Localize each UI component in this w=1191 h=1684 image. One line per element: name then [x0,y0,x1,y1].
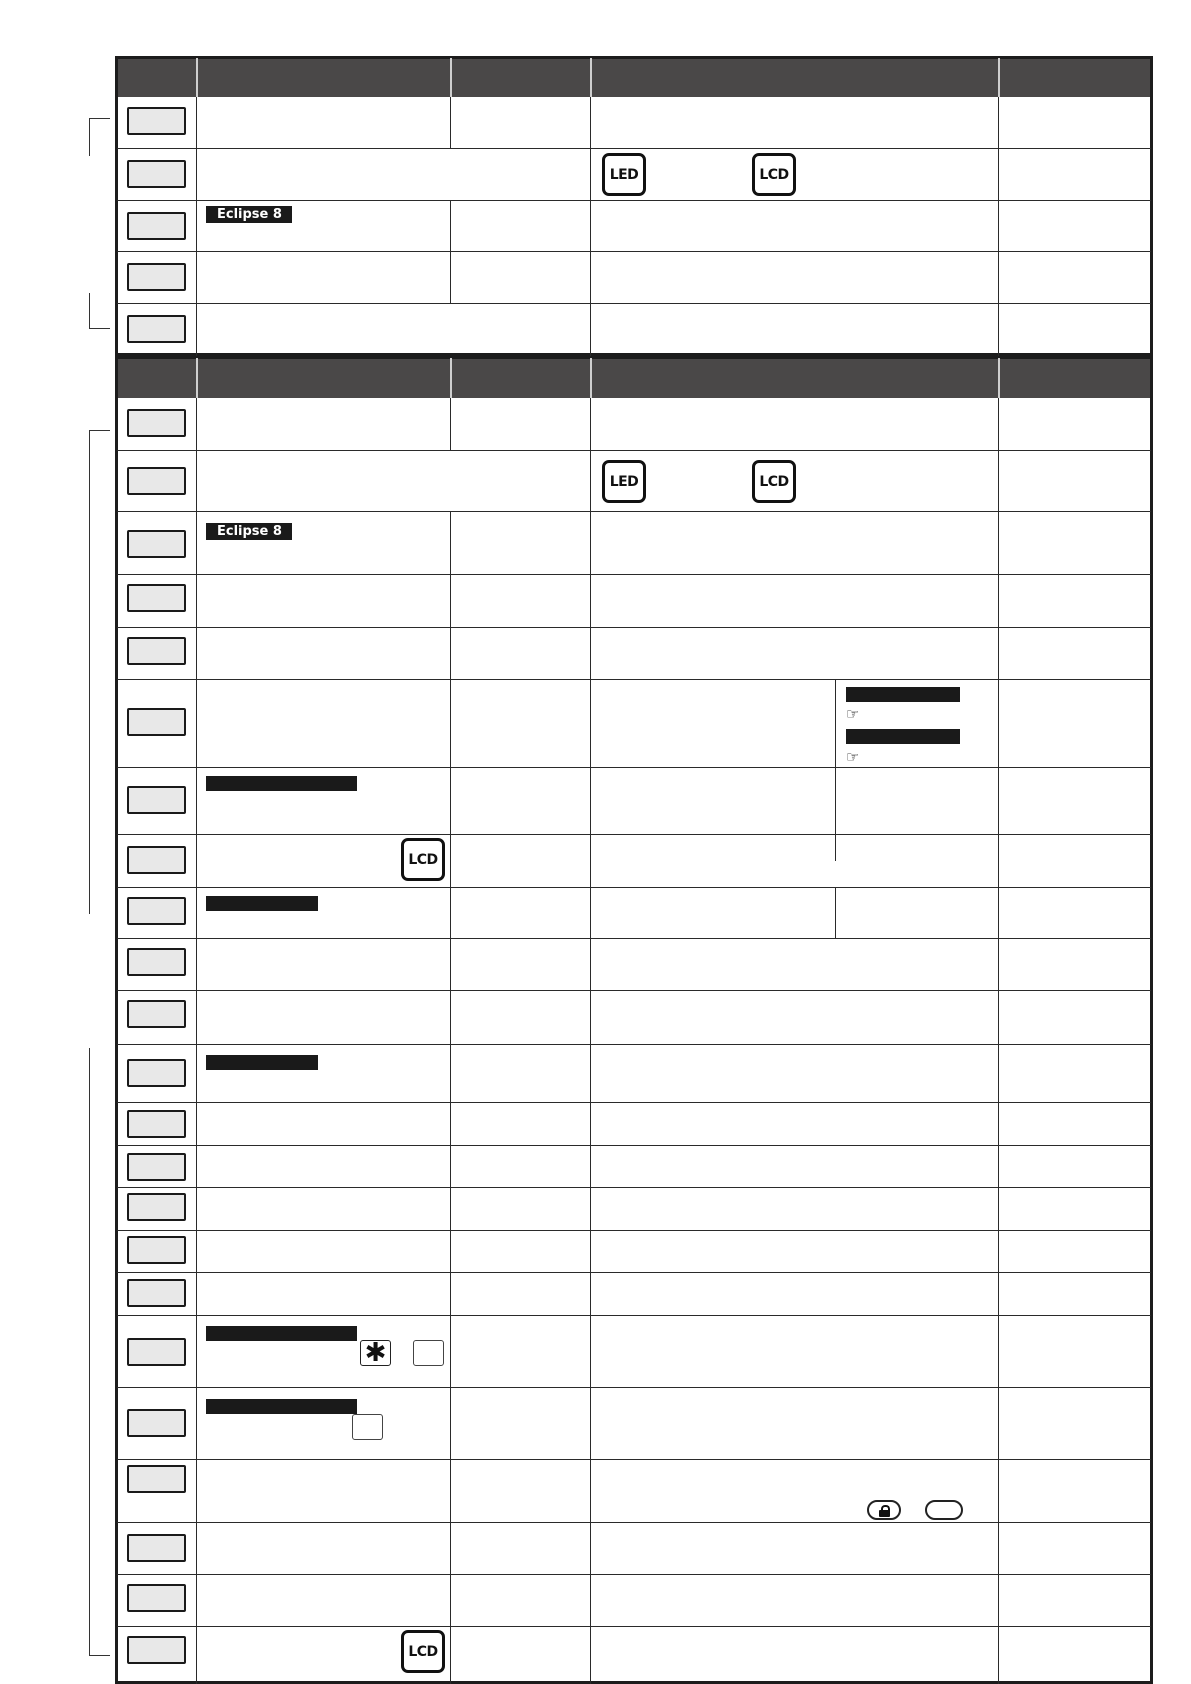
row-rule [117,200,1151,201]
column-rule [450,200,451,303]
header-divider [998,358,1000,398]
row-rule [117,1626,1151,1627]
key-box [127,1534,186,1562]
column-rule [450,398,451,450]
key-box [127,160,186,188]
black-label-bar [206,1399,357,1414]
black-label-bar [206,776,357,791]
row-rule [117,303,1151,304]
key-box [127,107,186,135]
row-rule [117,148,1151,149]
key-box [127,584,186,612]
lcd-badge: LCD [401,1630,445,1673]
pointing-hand-icon: ☞ [846,748,860,766]
pointing-hand-icon: ☞ [846,705,860,723]
led-badge: LED [602,460,646,503]
star-key-icon: ✱ [360,1340,391,1366]
row-rule [117,1044,1151,1045]
row-rule [117,450,1151,451]
column-rule [590,398,591,1684]
key-box [127,1153,186,1181]
black-label-bar [206,1326,357,1341]
row-rule [117,767,1151,768]
row-rule [117,1574,1151,1575]
row-rule [117,627,1151,628]
row-rule [117,1387,1151,1388]
row-rule [117,834,1151,835]
eclipse-8-label: Eclipse 8 [206,523,292,540]
black-label-bar [846,729,960,744]
header-divider [450,58,452,97]
key-box [127,1584,186,1612]
column-rule [450,97,451,148]
black-label-bar [206,1055,318,1070]
row-rule [117,1459,1151,1460]
row-rule [117,1187,1151,1188]
row-rule [117,1522,1151,1523]
row-rule [117,990,1151,991]
key-box [127,1236,186,1264]
black-label-bar [206,896,318,911]
key-box [127,1409,186,1437]
key-box [127,708,186,736]
row-rule [117,1145,1151,1146]
key-box [127,212,186,240]
key-box [127,409,186,437]
group-bracket [89,293,110,329]
group-bracket [89,1048,110,1656]
lcd-badge: LCD [401,838,445,881]
header-divider [196,58,198,97]
key-box [127,1279,186,1307]
column-rule [590,97,591,356]
key-box [127,263,186,291]
key-box [127,315,186,343]
key-box [127,1110,186,1138]
column-rule [998,398,999,1684]
led-badge: LED [602,153,646,196]
key-box [127,948,186,976]
black-label-bar [846,687,960,702]
column-rule [998,97,999,356]
column-rule [835,679,836,861]
blank-pill-key-icon [925,1500,963,1520]
row-rule [117,887,1151,888]
row-rule [117,511,1151,512]
blank-key-icon [352,1414,383,1440]
key-box [127,467,186,495]
row-rule [117,1230,1151,1231]
key-box [127,897,186,925]
group-bracket [89,118,110,156]
blank-key-icon [413,1340,444,1366]
group-bracket [89,430,110,914]
key-box [127,1000,186,1028]
lcd-badge: LCD [752,153,796,196]
key-box [127,530,186,558]
header-divider [196,358,198,398]
row-rule [117,1315,1151,1316]
header-divider [450,358,452,398]
header-divider [998,58,1000,97]
key-box [127,1338,186,1366]
key-box [127,786,186,814]
key-box [127,1636,186,1664]
column-rule [835,887,836,938]
key-box [127,846,186,874]
row-rule [117,938,1151,939]
key-box [127,1193,186,1221]
key-box [127,1465,186,1493]
eclipse-8-label: Eclipse 8 [206,206,292,223]
key-box [127,637,186,665]
row-rule [117,1102,1151,1103]
row-rule [117,574,1151,575]
column-rule [196,97,197,356]
column-rule [450,511,451,1684]
column-rule [196,398,197,1684]
row-rule [117,251,1151,252]
lcd-badge: LCD [752,460,796,503]
header-divider [590,58,592,97]
row-rule [117,1272,1151,1273]
key-box [127,1059,186,1087]
lock-key-icon [867,1500,901,1520]
row-rule [117,679,1151,680]
lock-icon [879,1505,890,1516]
header-divider [590,358,592,398]
